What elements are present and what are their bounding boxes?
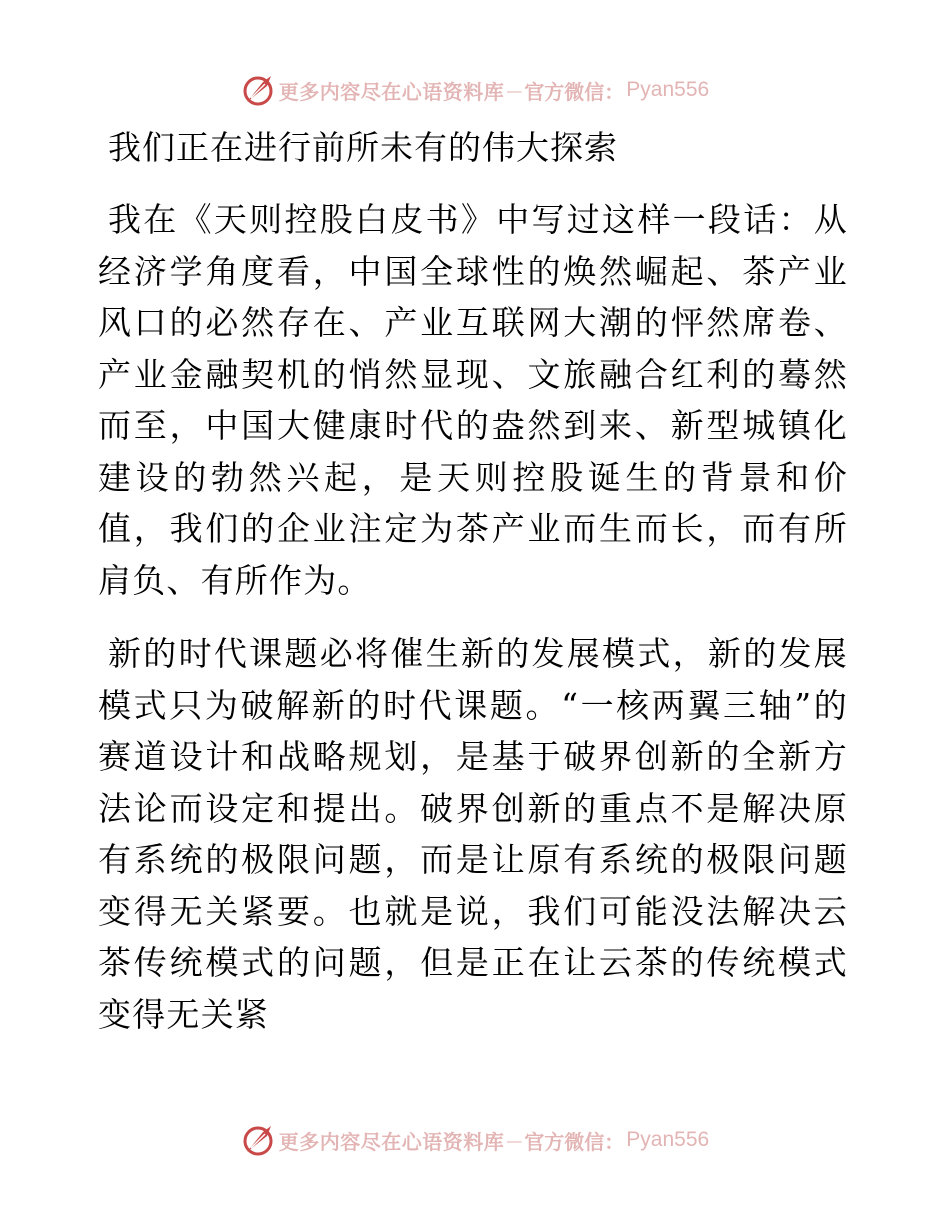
paragraph-2: 新的时代课题必将催生新的发展模式，新的发展模式只为破解新的时代课题。“一核两翼三轴”的赛道设计和战略规划，是基于破界创新的全新方法论而设定和提出。破界创新的重点不是解决原有系统的极限问题，而是让原有系统的极限问题变得无关紧要。也就是说，我们可能没法解决云茶传统模式的问题，但是正在让云茶的传统模式变得无关紧 bbox=[98, 634, 848, 1034]
watermark-separator: — bbox=[506, 1130, 523, 1150]
watermark-separator: — bbox=[506, 80, 523, 100]
watermark-wechat-label: 官方微信： bbox=[524, 1129, 625, 1154]
watermark-wechat-label: 官方微信： bbox=[524, 79, 625, 104]
quill-logo-icon bbox=[241, 1122, 277, 1158]
watermark-text: 更多内容尽在心语资料库 bbox=[278, 1129, 505, 1154]
quill-logo-icon bbox=[241, 72, 277, 108]
watermark-handle: Pyan556 bbox=[626, 78, 710, 101]
article-title: 我们正在进行前所未有的伟大探索 bbox=[108, 128, 618, 167]
article-body bbox=[98, 124, 848, 1062]
watermark-text: 更多内容尽在心语资料库 bbox=[278, 79, 505, 104]
paragraph-1: 我在《天则控股白皮书》中写过这样一段话：从经济学角度看，中国全球性的焕然崛起、茶产业风口的必然存在、产业互联网大潮的怦然席卷、产业金融契机的悄然显现、文旅融合红利的蓦然而至，中国大健康时代的盎然到来、新型城镇化建设的勃然兴起，是天则控股诞生的背景和价值，我们的企业注定为茶产业而生而长，而有所肩负、有所作为。 bbox=[98, 200, 848, 600]
footer-watermark bbox=[0, 1118, 950, 1162]
header-watermark bbox=[0, 68, 950, 112]
watermark-handle: Pyan556 bbox=[626, 1128, 710, 1151]
